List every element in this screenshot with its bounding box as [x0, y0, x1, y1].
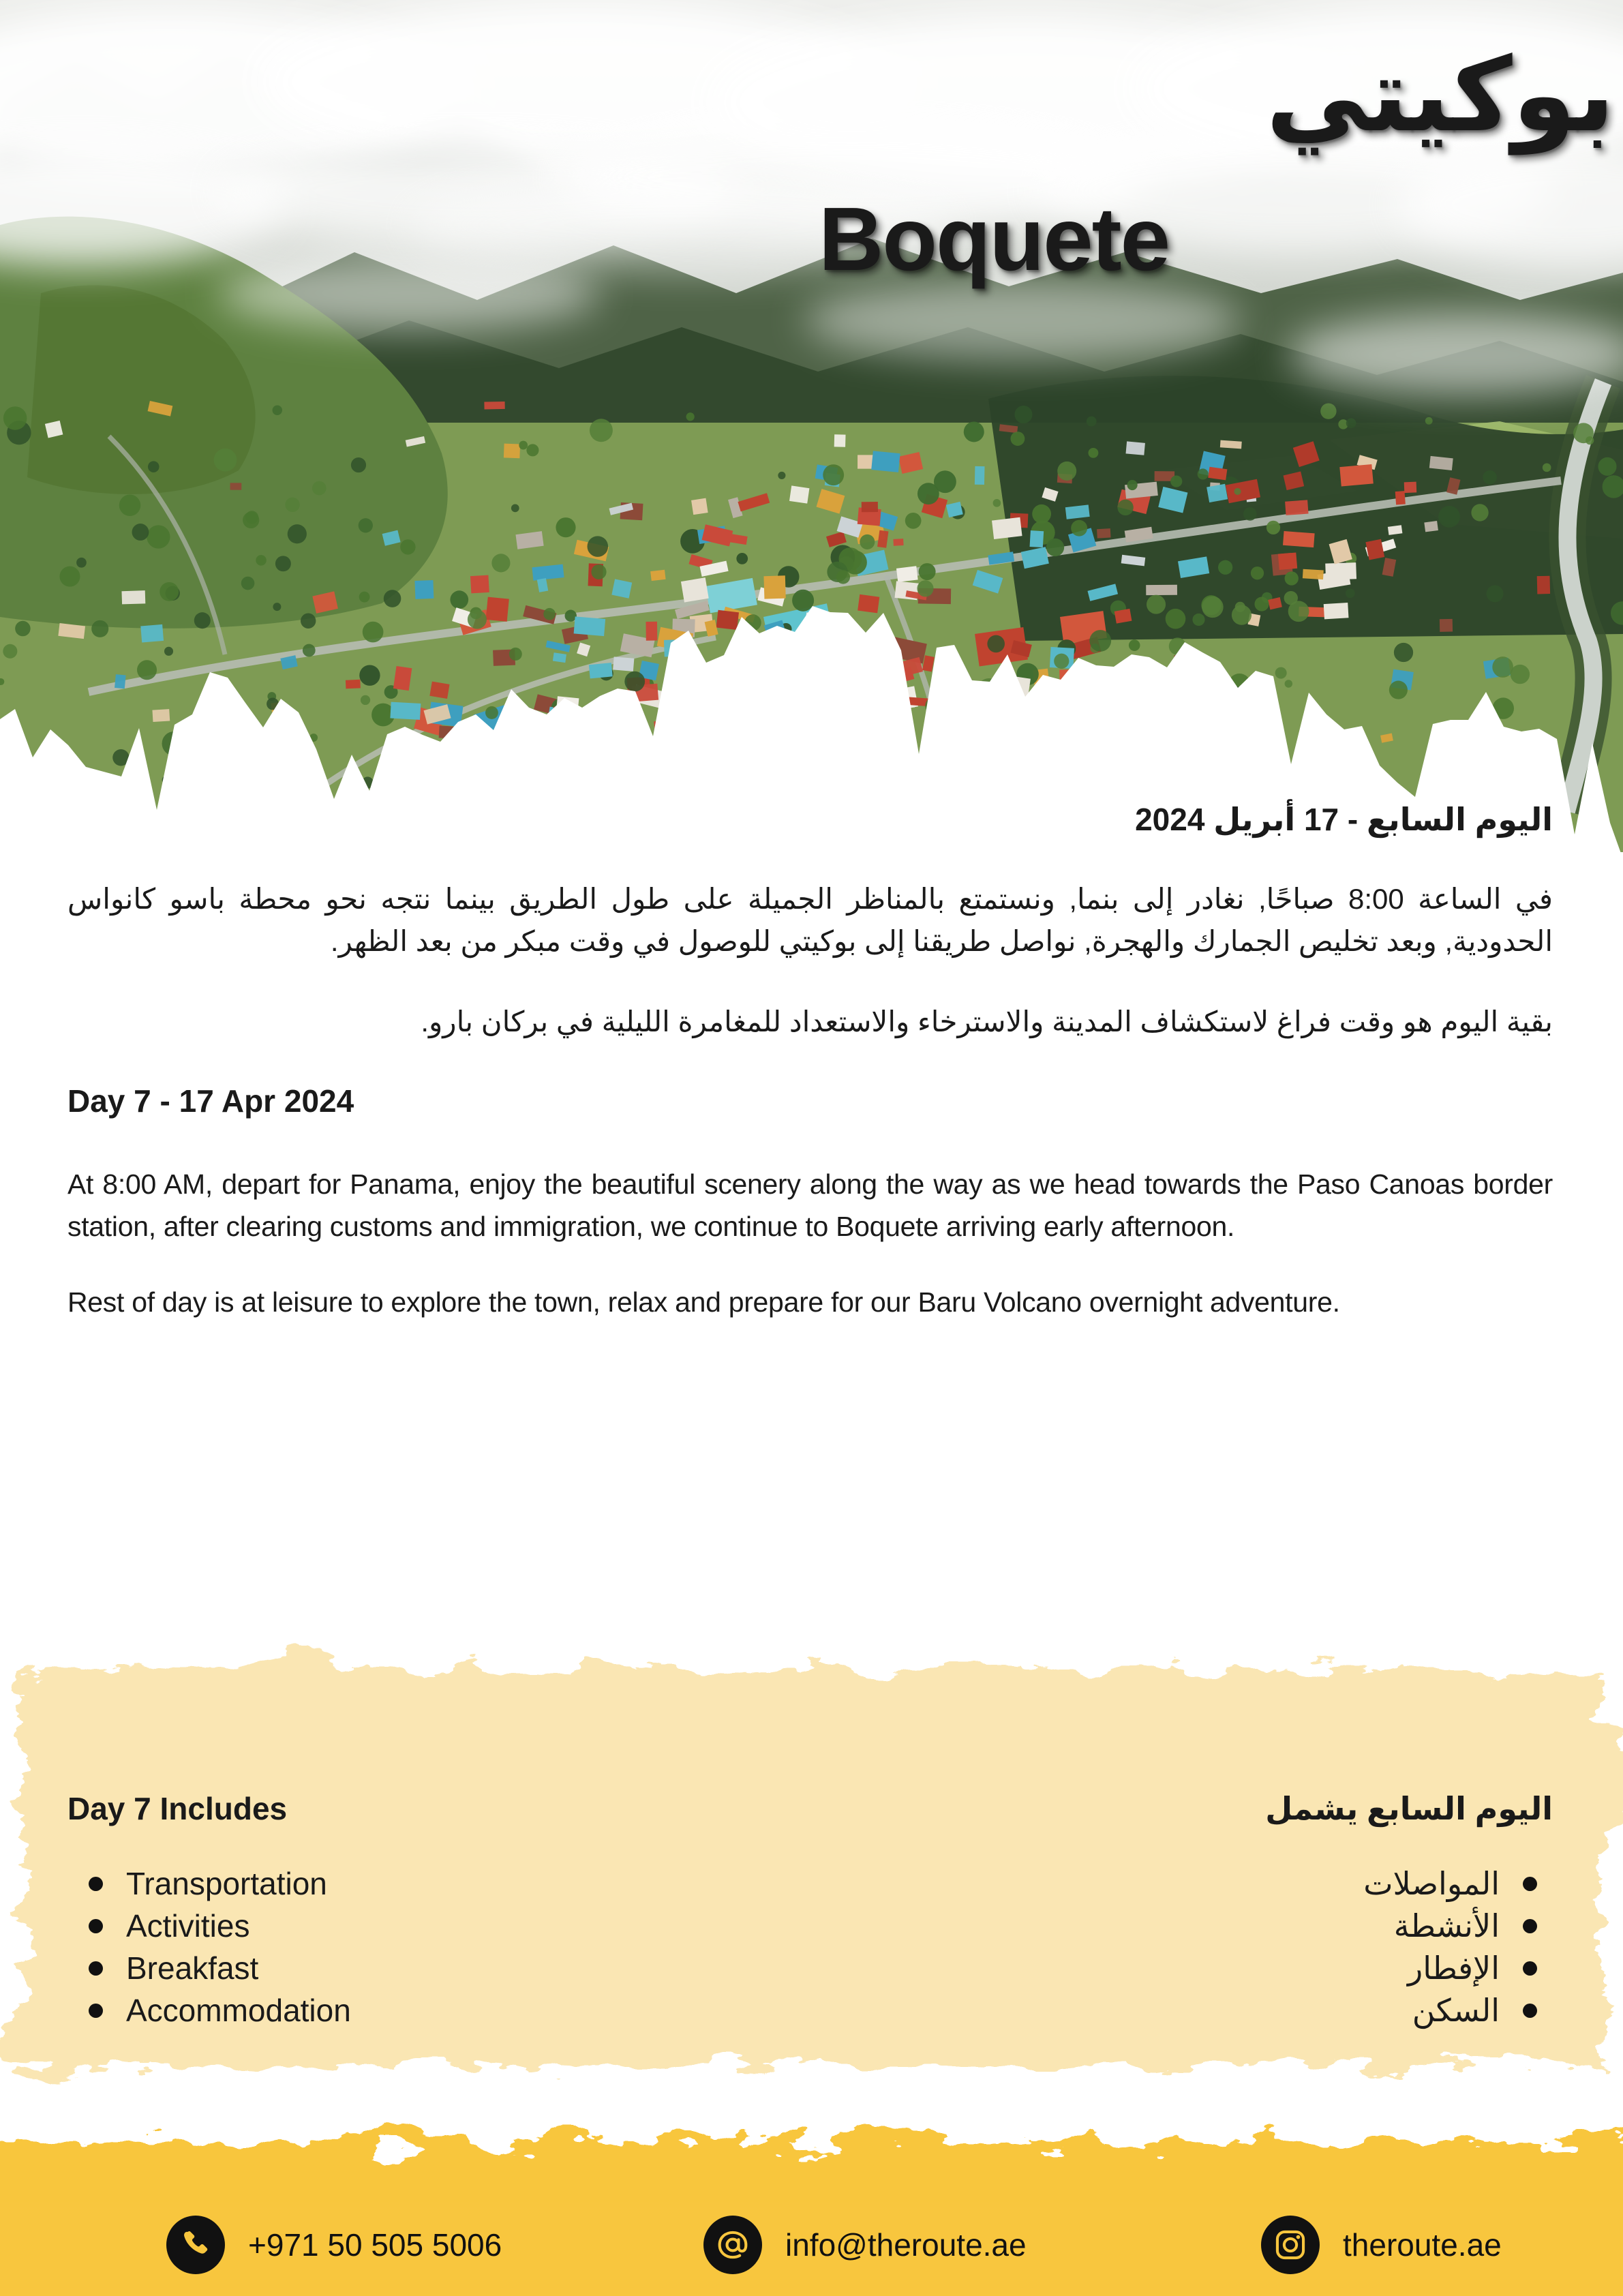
- instagram-handle: theroute.ae: [1343, 2227, 1502, 2263]
- date-heading-arabic: اليوم السابع - 17 أبريل 2024: [1135, 802, 1553, 837]
- list-item: [1060, 1862, 1537, 1905]
- bullet-dot: [89, 2004, 103, 2018]
- bullet-dot: [1523, 1877, 1537, 1891]
- page-title-english: Boquete: [819, 189, 1169, 289]
- bullet-dot: [89, 1919, 103, 1933]
- instagram-contact[interactable]: [1261, 2214, 1502, 2276]
- includes-list-english: [89, 1862, 702, 2031]
- phone-number: +971 50 505 5006: [248, 2227, 502, 2263]
- includes-heading-english: Day 7 Includes: [67, 1791, 288, 1826]
- list-item: [89, 1862, 702, 1905]
- list-item: [89, 1905, 702, 1947]
- list-item-label: Transportation: [126, 1866, 327, 1901]
- includes-list-arabic: [1060, 1862, 1537, 2031]
- paragraph-english-2: Rest of day is at leisure to explore the town, relax and prepare for our Baru Volcano overnight adventure.: [67, 1286, 1340, 1318]
- footer-contact-row: [0, 2214, 1623, 2276]
- date-heading-english: Day 7 - 17 Apr 2024: [67, 1083, 354, 1119]
- list-item: [89, 1989, 702, 2031]
- list-item: [1060, 1989, 1537, 2031]
- list-item: [1060, 1905, 1537, 1947]
- list-item-label: السكن: [1412, 1993, 1500, 2028]
- includes-heading-arabic: اليوم السابع يشمل: [1265, 1791, 1553, 1826]
- page-title-arabic: بوكيتي: [1266, 37, 1615, 152]
- list-item-label: Activities: [126, 1908, 250, 1944]
- list-item-label: Accommodation: [126, 1993, 351, 2028]
- list-item-label: Breakfast: [126, 1950, 259, 1986]
- list-item: [89, 1947, 702, 1989]
- bullet-dot: [89, 1961, 103, 1976]
- email-contact[interactable]: [703, 2214, 1027, 2276]
- email-address: info@theroute.ae: [785, 2227, 1027, 2263]
- list-item-label: الأنشطة: [1393, 1908, 1500, 1944]
- hero-image: [0, 0, 1623, 852]
- paragraph-arabic-1: في الساعة 8:00 صباحًا, نغادر إلى بنما, ونستمتع بالمناظر الجميلة على طول الطريق بينما نتجه نحو محطة باسو كانواس الحدودية, وبعد تخليص الجمارك والهجرة, نواصل طريقنا إلى بوكيتي للوصول في وقت مبكر من بعد الظهر.: [67, 883, 1553, 957]
- bullet-dot: [1523, 1919, 1537, 1933]
- phone-contact[interactable]: [166, 2214, 502, 2276]
- bullet-dot: [89, 1877, 103, 1891]
- paragraph-english-1: At 8:00 AM, depart for Panama, enjoy the beautiful scenery along the way as we head towards the Paso Canoas border station, after clearing customs and immigration, we continue to Boquete arriving early afternoon.: [67, 1168, 1553, 1242]
- paragraph-arabic-2: بقية اليوم هو وقت فراغ لاستكشاف المدينة والاسترخاء والاستعداد للمغامرة الليلية في بركان بارو.: [421, 1006, 1553, 1038]
- list-item-label: الإفطار: [1408, 1950, 1500, 1986]
- bullet-dot: [1523, 2004, 1537, 2018]
- instagram-icon: [1261, 2216, 1320, 2274]
- at-icon: [703, 2216, 762, 2274]
- phone-icon: [166, 2216, 225, 2274]
- list-item-label: المواصلات: [1363, 1866, 1500, 1901]
- bullet-dot: [1523, 1961, 1537, 1976]
- list-item: [1060, 1947, 1537, 1989]
